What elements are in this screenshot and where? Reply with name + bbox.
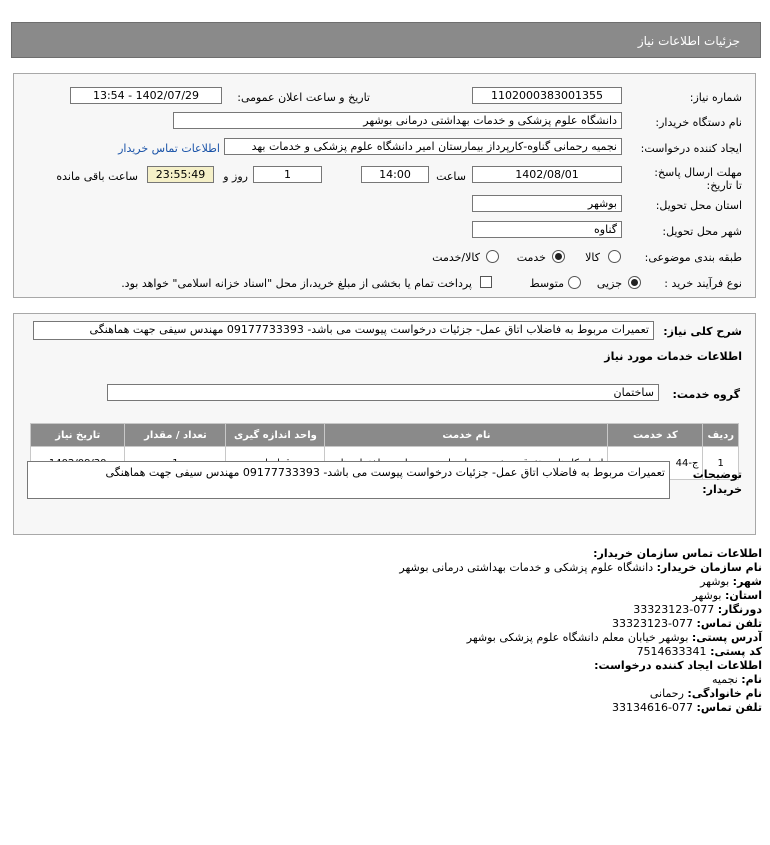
days-field: 1 <box>253 166 322 183</box>
remaining-label: ساعت باقی مانده <box>56 170 138 183</box>
creator-field: نجمیه رحمانی گناوه-کارپرداز بیمارستان امیر دانشگاه علوم پزشکی و خدمات بهد <box>224 138 622 155</box>
col-quantity: تعداد / مقدار <box>125 424 226 447</box>
description-field: تعمیرات مربوط به فاضلاب اتاق عمل- جزئیات درخواست پیوست می باشد- 09177733393 مهندس سیفی جهت هماهنگی <box>33 321 654 340</box>
service-group-field: ساختمان <box>107 384 659 401</box>
contact-phone: تلفن تماس: 077-33323123 <box>612 617 762 630</box>
page-header <box>11 22 761 58</box>
creator-heading: اطلاعات ایجاد کننده درخواست: <box>594 659 762 672</box>
process-option-minor: جزیی <box>596 277 622 290</box>
page-title: جزئیات اطلاعات نیاز <box>637 34 740 48</box>
process-label: نوع فرآیند خرید : <box>664 277 742 290</box>
category-option-service: خدمت <box>516 251 546 264</box>
days-label: روز و <box>223 170 248 183</box>
deadline-time-field: 14:00 <box>361 166 429 183</box>
col-service-name: نام خدمت <box>325 424 608 447</box>
contact-address: آدرس پستی: بوشهر خیابان معلم دانشگاه علوم پزشکی بوشهر <box>466 631 762 644</box>
creator-label: ایجاد کننده درخواست: <box>640 142 742 155</box>
deadline-time-label: ساعت <box>436 170 466 183</box>
creator-family: نام خانوادگی: رحمانی <box>649 687 762 700</box>
province-field: بوشهر <box>472 195 622 212</box>
treasury-payment-checkbox[interactable] <box>480 276 492 288</box>
buyer-org-label: نام دستگاه خریدار: <box>655 116 742 129</box>
col-row: ردیف <box>703 424 739 447</box>
need-details-panel <box>13 73 756 298</box>
buyer-notes-field: تعمیرات مربوط به فاضلاب اتاق عمل- جزئیات درخواست پیوست می باشد- 09177733393 مهندس سیفی جهت هماهنگی <box>27 461 670 499</box>
deadline-date-field: 1402/08/01 <box>472 166 622 183</box>
process-radio-minor[interactable] <box>628 276 641 289</box>
contact-fax: دورنگار: 077-33323123 <box>633 603 762 616</box>
category-radio-goods[interactable] <box>608 250 621 263</box>
announce-field: 1402/07/29 - 13:54 <box>70 87 222 104</box>
category-option-goods-service: کالا/خدمت <box>432 251 480 264</box>
need-number-label: شماره نیاز: <box>689 91 742 104</box>
buyer-contact-link[interactable]: اطلاعات تماس خریدار <box>118 142 220 155</box>
announce-label: تاریخ و ساعت اعلان عمومی: <box>237 91 370 104</box>
process-option-medium: متوسط <box>529 277 564 290</box>
services-heading: اطلاعات خدمات مورد نیاز <box>604 350 742 363</box>
category-option-goods: کالا <box>585 251 600 264</box>
creator-phone: تلفن تماس: 077-33134616 <box>612 701 762 714</box>
contact-province: استان: بوشهر <box>692 589 762 602</box>
city-field: گناوه <box>472 221 622 238</box>
category-label: طبقه بندی موضوعی: <box>644 251 742 264</box>
category-radio-goods-service[interactable] <box>486 250 499 263</box>
service-group-label: گروه خدمت: <box>672 388 740 401</box>
buyer-notes-label: توضیحات خریدار: <box>692 468 742 496</box>
col-need-date: تاریخ نیاز <box>31 424 125 447</box>
process-radio-medium[interactable] <box>568 276 581 289</box>
province-label: استان محل تحویل: <box>655 199 742 212</box>
deadline-label: مهلت ارسال پاسخ: تا تاریخ: <box>654 166 742 192</box>
buyer-org-field: دانشگاه علوم پزشکی و خدمات بهداشتی درمانی بوشهر <box>173 112 622 129</box>
contact-city: شهر: بوشهر <box>700 575 762 588</box>
remaining-time-field: 23:55:49 <box>147 166 214 183</box>
contact-heading: اطلاعات تماس سازمان خریدار: <box>593 547 762 560</box>
creator-name: نام: نجمیه <box>712 673 762 686</box>
need-number-field: 1102000383001355 <box>472 87 622 104</box>
treasury-payment-note: پرداخت تمام یا بخشی از مبلغ خرید،از محل "اسناد خزانه اسلامی" خواهد بود. <box>121 277 472 290</box>
contact-postal: کد پستی: 7514633341 <box>636 645 762 658</box>
description-label: شرح کلی نیاز: <box>663 325 742 338</box>
category-radio-service[interactable] <box>552 250 565 263</box>
cell-row: 1 <box>703 447 739 480</box>
col-service-code: کد خدمت <box>608 424 703 447</box>
cell-service-code: ج-44 <box>608 447 703 480</box>
city-label: شهر محل تحویل: <box>662 225 742 238</box>
contact-org: نام سازمان خریدار: دانشگاه علوم پزشکی و خدمات بهداشتی درمانی بوشهر <box>399 561 762 574</box>
col-unit: واحد اندازه گیری <box>226 424 325 447</box>
